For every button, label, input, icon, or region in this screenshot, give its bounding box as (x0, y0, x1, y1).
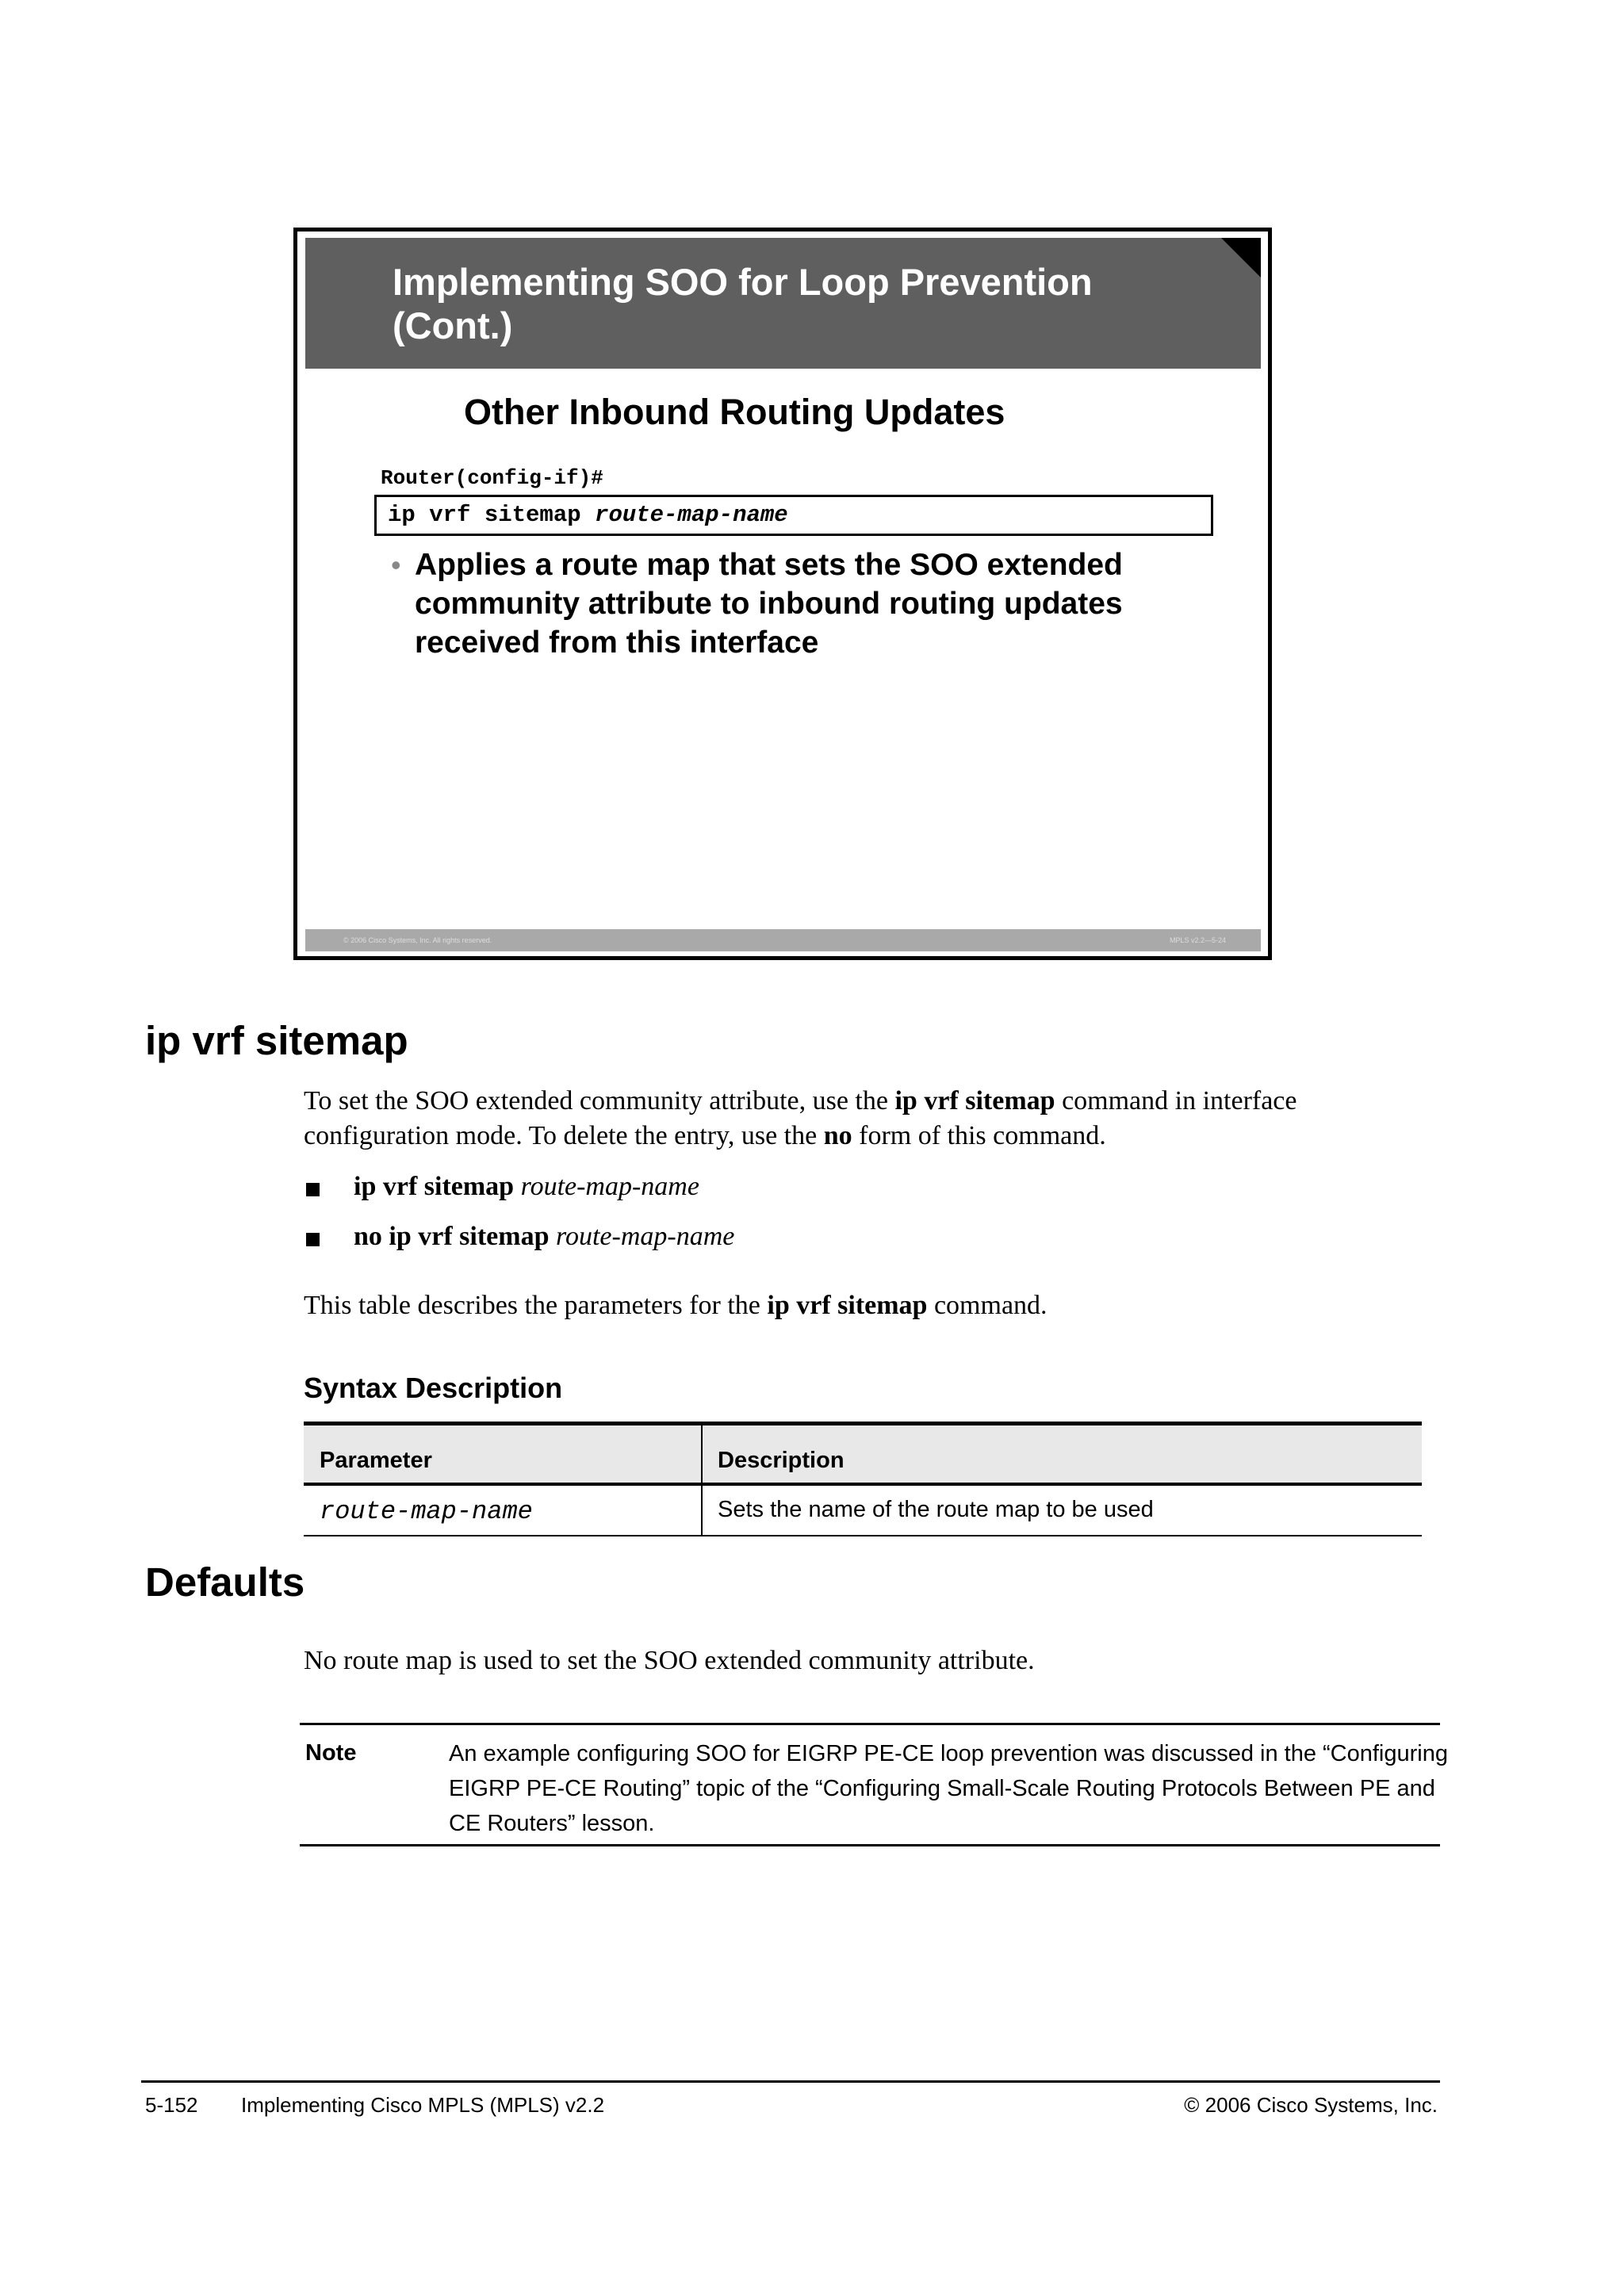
slide-bullet: Applies a route map that sets the SOO extended community attribute to inbound routing updates received from this interface (415, 548, 1123, 660)
note-bottom-rule (300, 1844, 1440, 1846)
slide-title-line2: (Cont.) (393, 304, 513, 346)
command-arg: route-map-name (595, 502, 788, 528)
bullet-dot-icon: • (391, 549, 401, 581)
slide-header (305, 238, 1261, 369)
slide-title (393, 260, 1185, 347)
router-prompt: Router(config-if)# (381, 466, 603, 490)
note-label: Note (305, 1740, 357, 1766)
list-item (354, 1222, 734, 1252)
command-text: ip vrf sitemap (388, 502, 581, 528)
corner-triangle (1221, 238, 1261, 277)
intro-paragraph (304, 1084, 1430, 1154)
table-header-parameter: Parameter (320, 1448, 432, 1473)
table-column-divider (701, 1425, 703, 1536)
note-top-rule (300, 1723, 1440, 1725)
square-bullet-icon (306, 1183, 320, 1196)
table-rule (304, 1483, 1422, 1486)
slide-title-line1: Implementing SOO for Loop Prevention (393, 261, 1093, 303)
book-title: Implementing Cisco MPLS (MPLS) v2.2 (241, 2093, 605, 2117)
table-intro-paragraph (304, 1288, 1430, 1323)
table-header-row (304, 1425, 1422, 1483)
para2-text-a: This table describes the parameters for the (304, 1291, 768, 1320)
note-text: An example configuring SOO for EIGRP PE-CE loop prevention was discussed in the “Configuring EIGRP PE-CE Routing” topic of the “Configuring Small-Scale Routing Protocols Between PE and CE Routers” lesson. (449, 1741, 1448, 1836)
para1-cmd: ip vrf sitemap (894, 1086, 1055, 1115)
list-item-arg: route-map-name (556, 1222, 735, 1251)
para1-text-a: To set the SOO extended community attribute, use the (304, 1086, 895, 1115)
list-item (354, 1172, 699, 1202)
page-footer-rule (141, 2080, 1440, 2083)
section-heading-defaults: Defaults (145, 1559, 305, 1605)
para1-text-e: form of this command. (852, 1121, 1106, 1150)
slide-figure (293, 228, 1272, 960)
list-item-arg: route-map-name (520, 1172, 699, 1201)
slide-subtitle: Other Inbound Routing Updates (464, 392, 1005, 432)
para1-no: no (823, 1121, 852, 1150)
list-item-cmd: ip vrf sitemap (354, 1172, 515, 1201)
table-cell-parameter: route-map-name (320, 1497, 533, 1526)
square-bullet-icon (306, 1233, 320, 1246)
list-item-cmd: no ip vrf sitemap (354, 1222, 550, 1251)
defaults-paragraph: No route map is used to set the SOO extended community attribute. (304, 1646, 1035, 1675)
para2-cmd: ip vrf sitemap (767, 1291, 928, 1320)
para2-text-c: command. (927, 1291, 1048, 1320)
command-box (374, 495, 1213, 536)
slide-footer-copyright: © 2006 Cisco Systems, Inc. All rights reserved. (343, 936, 492, 944)
para1-text-c: command in interface configuration mode. To delete the entry, use the (304, 1086, 1297, 1150)
slide-footer-code: MPLS v2.2—5-24 (1169, 936, 1226, 944)
syntax-description-title: Syntax Description (304, 1372, 563, 1404)
section-heading-ip-vrf-sitemap: ip vrf sitemap (145, 1018, 408, 1063)
page-number: 5-152 (145, 2093, 198, 2117)
page-copyright: © 2006 Cisco Systems, Inc. (1184, 2093, 1438, 2117)
table-rule (304, 1535, 1422, 1536)
slide-footer (305, 929, 1261, 951)
table-header-description: Description (718, 1448, 845, 1473)
table-cell-description: Sets the name of the route map to be used (718, 1497, 1154, 1522)
